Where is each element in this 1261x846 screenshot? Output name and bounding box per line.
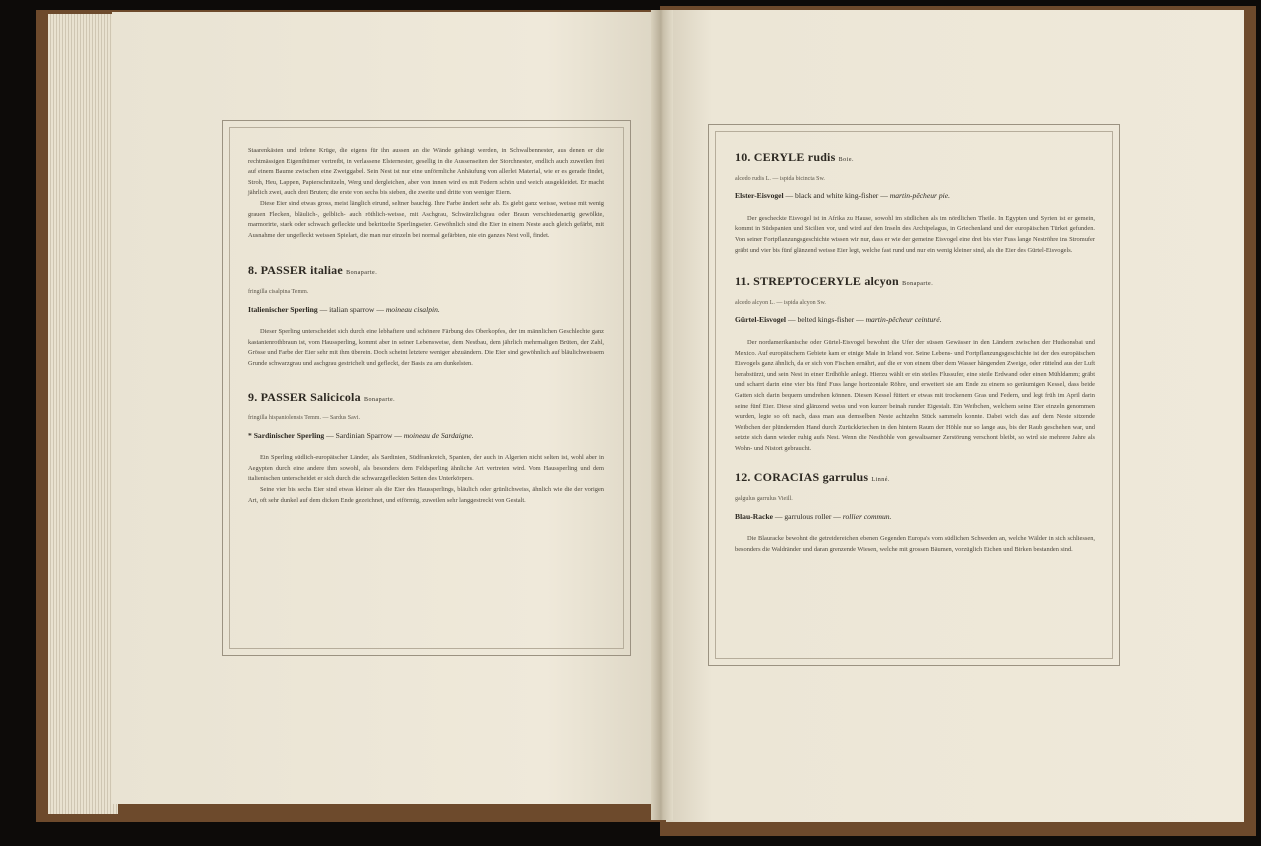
french-name: martin-pêcheur pie. — [889, 191, 951, 201]
species-description: Ein Sperling südlich-europäischer Länder, als Sardinien, Südfrankreich, Spanien, der auch in Algerien nicht selten ist, wohl aber in Aegypten durch eine andere ihm sowohl, als besonders dem Feldsperling ähnliche Art vertreten wird. Vom Haussperling und dem italienischen unterscheidet er sich durch die schwarzgefleckten Seiten des Unterkörpers. — [248, 454, 604, 483]
species-author: Bonaparte. — [364, 396, 396, 403]
species-author: Bonaparte. — [902, 281, 934, 288]
species-description: Der gescheckte Eisvogel ist in Afrika zu Hause, sowohl im südlichen als im nördlichen Theile. In Egypten und Syrien ist er gemein, kommt in Südspanien und Sicilien vor, und wird auf den Inseln des Archipelagus, in Griechenland und der europäischen Türkei gefunden. Von seiner Fortpflanzungsgeschichte wissen wir nur, dass er wie der gemeine Eisvogel eine drei bis vier Fuss lange Neströhre ins Stromufer gräbt und vier bis fünf glänzend weisse Eier legt, welche fast rund und nur ein wenig kleiner sind, als die Eier des Gürtel-Eisvogels. — [735, 214, 1095, 254]
species-description: Die Blauracke bewohnt die getreidereichen ebenen Gegenden Europa's vom südlichen Schweden an, welche Wälder in sich schliessen, besonders die Waldränder und daran grenzende Wiesen, welche mit grossen Bäumen, vorzüglich Eichen und Birken bestanden sind. — [735, 535, 1095, 553]
species-title: 11. STREPTOCERYLE alcyon — [735, 274, 899, 289]
page-edges — [48, 14, 118, 814]
left-page-text — [248, 146, 604, 626]
french-name: moineau de Sardaigne. — [403, 430, 474, 440]
right-page-text — [735, 152, 1095, 636]
species-title: 12. CORACIAS garrulus — [735, 470, 869, 485]
french-name: moineau cisalpin. — [385, 304, 440, 314]
book-gutter — [651, 10, 673, 820]
species-common-names: Blau-Racke — garrulous roller — rollier commun. — [735, 511, 892, 521]
intro-paragraph: Diese Eier sind etwas gross, meist länglich eirund, seltner bauchig. Ihre Farbe ändert sehr ab. Es giebt ganz weisse, weisse mit wenig grauen Flecken, bläulich-, gelblich- auch röthlich-weisse, mit Aschgrau, Schwärzlichgrau oder Braun verschiedenartig gewölkte, marmorirte, stark oder schwach gefleckte und bekritzelte Sperlingseier. Gewöhnlich sind die Eier in einem Neste auch gleich gefärbt, mit Ausnahme der ungefleckt weissen Spielart, die man nur einzeln bei normal gefärbten, nie ein ganzes Nest voll, findet. — [248, 199, 604, 239]
species-description: Seine vier bis sechs Eier sind etwas kleiner als die Eier des Haussperlings, bläulich oder grünlichweiss, ähnlich wie die der vorigen Art, oft sehr dunkel auf dem dicken Ende gezeichnet, und eiförmig, zuweilen sehr langgestreckt von Gestalt. — [248, 486, 604, 504]
german-name: Elster-Eisvogel — [735, 191, 784, 201]
german-name: Gürtel-Eisvogel — [735, 315, 787, 325]
english-name: italian sparrow — [329, 304, 375, 314]
species-author: Bonaparte. — [346, 270, 378, 277]
species-common-names: Elster-Eisvogel — black and white king-fisher — martin-pêcheur pie. — [735, 191, 951, 201]
german-name: * Sardinischer Sperling — [248, 430, 325, 440]
english-name: black and white king-fisher — [795, 191, 879, 201]
species-synonym: fringilla cisalpina Temm. — [248, 288, 309, 295]
species-common-names: * Sardinischer Sperling — Sardinian Sparrow — moineau de Sardaigne. — [248, 430, 474, 440]
species-common-names: Gürtel-Eisvogel — belted kings-fisher — martin-pêcheur ceinturé. — [735, 315, 942, 325]
english-name: Sardinian Sparrow — [335, 430, 393, 440]
species-author: Linné. — [871, 477, 890, 484]
french-name: martin-pêcheur ceinturé. — [865, 315, 942, 325]
species-heading — [248, 389, 604, 406]
german-name: Blau-Racke — [735, 511, 773, 521]
english-name: belted kings-fisher — [797, 315, 855, 325]
species-synonym: fringilla hispaniolensis Temm. — Sardus Savi. — [248, 415, 360, 422]
species-heading — [735, 472, 1095, 486]
species-heading — [735, 152, 1095, 166]
species-synonym: alcedo rudis L. — ispida bicincta Sw. — [735, 175, 825, 182]
species-synonym: alcedo alcyon L. — ispida alcyon Sw. — [735, 299, 826, 306]
species-common-names: Italienischer Sperling — italian sparrow — moineau cisalpin. — [248, 304, 440, 314]
species-heading — [248, 265, 604, 279]
species-synonym: galgulus garrulus Vieill. — [735, 496, 793, 503]
species-title: 10. CERYLE rudis — [735, 150, 836, 164]
german-name: Italienischer Sperling — [248, 304, 318, 314]
french-name: rollier commun. — [842, 511, 892, 521]
species-author: Boie. — [838, 157, 855, 163]
intro-paragraph: Staarenkästen und irdene Krüge, die eigens für ihn aussen an die Wände gehängt werden, in Schwalbennester, aus denen er die rechtmässigen Eigenthümer vertreibt, in verlassene Elsternester, gesellig in die Aussenseiten der Storchnester, endlich auch zuweilen frei auf einem Baume zwischen eine Zweiggabel. Sein Nest ist nur eine unförmliche Anhäufung von allerlei Material, wie er es gerade findet, Stroh, Heu, Lappen, Papierschnitzeln, Werg und dergleichen, aber von innen wird es mit Federn schön und weich ausgekleidet. Er macht jährlich zwei, auch drei Bruten; die erste von sechs bis sieben, die zweite und dritte von weniger Eiern. — [248, 147, 604, 197]
species-heading — [735, 276, 1095, 290]
species-description: Der nordamerikanische oder Gürtel-Eisvogel bewohnt die Ufer der süssen Gewässer in den Ländern zwischen der Hudsonsbai und Mexico. Auf europäischem Gebiete kam er einige Male in Irland vor. Seine Lebens- und Fortpflanzungsgeschichte ist der des europäischen Eisvogels ganz ähnlich, da er sich von Fischen ernährt, auf die er von einem über dem Wasser hängenden Zweige, oder rüttelnd aus der Luft herabstürzt, und sein Nest in einer Erdhöhle anlegt. Hierzu wählt er ein steiles Flussufer, eine steile Erdwand oder einen Mühldamm; gräbt und scharrt darin eine vier bis fünf Fuss lange horizontale Röhre, und erweitert sie am Ende zu einem so geräumigen Kessel, dass beide Gatten sich darin bequem umdrehen können. Diesen Kessel füttert er etwas mit trockenem Gras und Federn, und legt früh im April darin seine fünf Eier. Diese sind glänzend weiss und von kurzer beinah runder Eigestalt. Ein Weibchen, welchem seine Eier einzeln genommen wurden, legte so oft nach, dass man aus demselben Neste achtzehn Stück sammeln konnte. Dabei wich das auf dem Neste sitzende Weibchen der plündernden Hand durch Zurückkriechen in den hintern Raum der Höhle nur so lange aus, bis der Raub geschehen war, und setzte sich dann wieder ruhig aufs Nest. Wenn die Nesthöhle von gewaltsamer Zerstörung verschont bleibt, so wird sie mehrere Jahre als Wohn- und Nistort gebraucht. — [735, 338, 1095, 452]
english-name: garrulous roller — [784, 511, 832, 521]
species-title: 8. PASSER italiae — [248, 263, 343, 278]
species-description: Dieser Sperling unterscheidet sich durch eine lebhaftere und schönere Färbung des Oberkopfes, der im männlichen Geschlechte ganz kastanienrothbraun ist, vom Haussperling, kommt aber in seiner Lebensweise, dem Nestbau, dem jährlich mehrmaligen Brüten, der Zahl, Grösse und Farbe der Eier sehr mit ihm überein. Doch scheint letztere weniger abzuändern. Die Eier sind gewöhnlich auf bläulichweissem Grunde schwarzgrau und aschgrau gestrichelt und gefleckt, der Basis zu am dunkelsten. — [248, 328, 604, 367]
species-title: 9. PASSER Salicicola — [248, 389, 361, 404]
